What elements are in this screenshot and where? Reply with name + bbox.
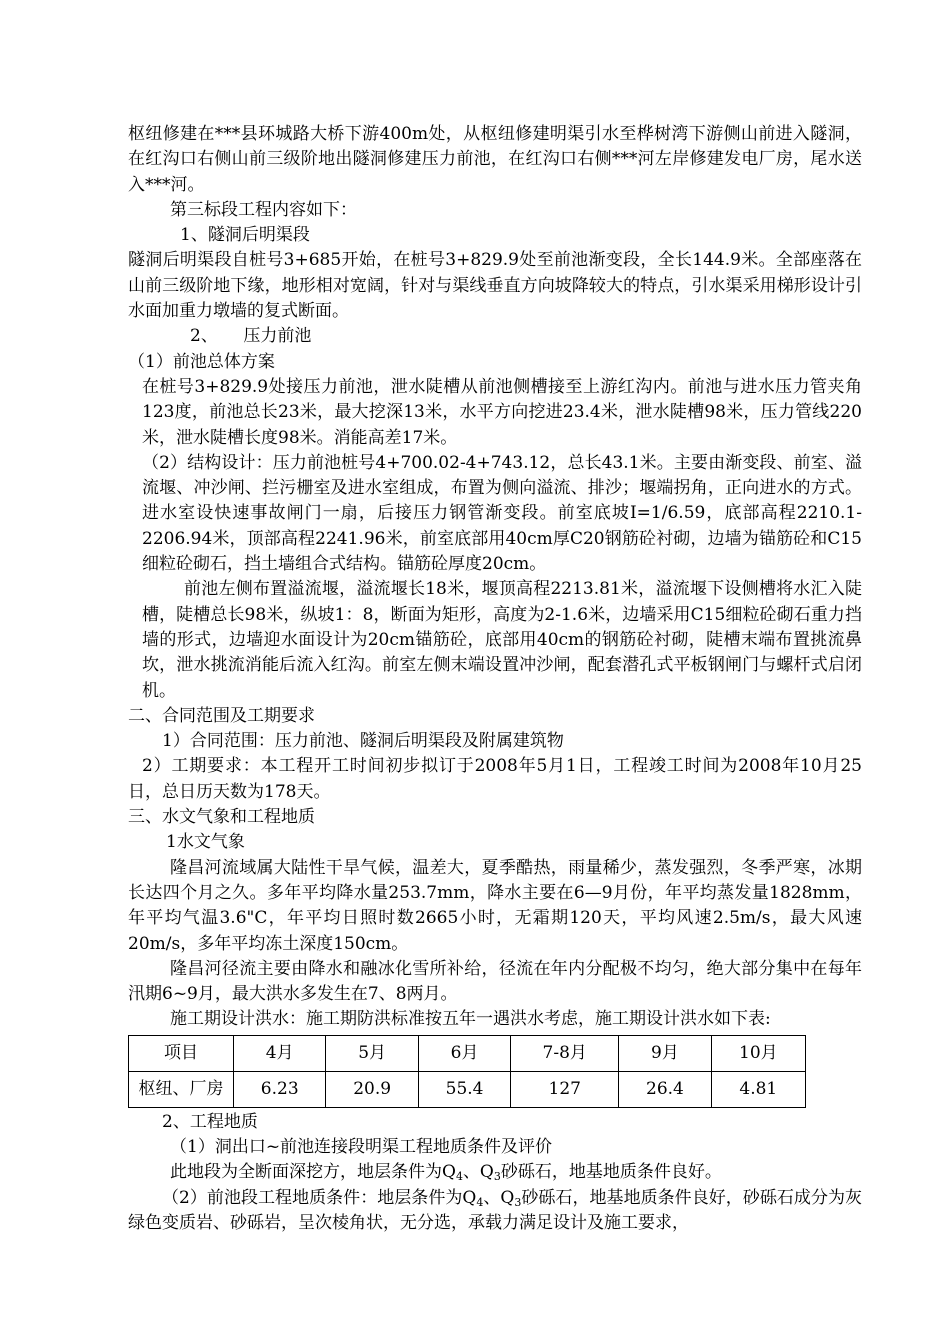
heading-pressure-forebay: 2、 压力前池 [190, 326, 312, 347]
paragraph-tunnel-channel: 隧洞后明渠段自桩号3+685开始，在桩号3+829.9处至前池渐变段，全长144.9米。全部座落在山前三级阶地下缘，地形相对宽阔，针对与渠线垂直方向坡降较大的特点，引水渠采用梯形设计引水面加重力墩墙的复式断面。 [128, 250, 862, 322]
table-header-cell: 9月 [619, 1035, 711, 1071]
table-header-cell: 5月 [326, 1035, 418, 1071]
text-run: 、Q [462, 1162, 494, 1183]
paragraph-forebay-geology [128, 1186, 862, 1237]
table-header-cell: 项目 [129, 1035, 234, 1071]
subscript: 4 [476, 1195, 484, 1209]
table-cell: 枢纽、厂房 [129, 1071, 234, 1107]
text-run: 砂砾石，地基地质条件良好，砂砾石成分为灰绿色变质岩、砂砾岩，呈次棱角状，无分选，承载力满足设计及施工要求， [128, 1187, 863, 1233]
table-cell: 127 [511, 1071, 619, 1107]
heading-hydrology-geology: 三、水文气象和工程地质 [128, 807, 315, 828]
text-run: 此地段为全断面深挖方，地层条件为Q [170, 1162, 456, 1183]
paragraph-outlet-geology [128, 1160, 862, 1185]
subscript: 3 [514, 1195, 522, 1209]
heading-outlet-geology: （1）洞出口~前池连接段明渠工程地质条件及评价 [170, 1136, 553, 1157]
paragraph-runoff: 隆昌河径流主要由降水和融冰化雪所补给，径流在年内分配极不均匀，绝大部分集中在每年汛期6~9月，最大洪水多发生在7、8两月。 [128, 958, 862, 1005]
paragraph-schedule: 2）工期要求：本工程开工时间初步拟订于2008年5月1日，工程竣工时间为2008年10月25日，总日历天数为178天。 [128, 756, 862, 802]
table-header-cell: 6月 [418, 1035, 510, 1071]
paragraph-project-location: 枢纽修建在***县环城路大桥下游400m处，从枢纽修建明渠引水至桦树湾下游侧山前进入隧洞，在红沟口右侧山前三级阶地出隧洞修建压力前池，在红沟口右侧***河左岸修建发电厂房，尾水送入***河。 [128, 124, 862, 195]
paragraph-contract-range: 1）合同范围：压力前池、隧洞后明渠段及附属建筑物 [162, 731, 564, 752]
table-cell: 4.81 [711, 1071, 805, 1107]
paragraph-climate: 隆昌河流域属大陆性干旱气候，温差大，夏季酷热，雨量稀少，蒸发强烈，冬季严寒，冰期长达四个月之久。多年平均降水量253.7mm，降水主要在6—9月份，年平均蒸发量1828mm，年平均气温3.6"C，年平均日照时数2665小时，无霜期120天，平均风速2.5m/s，最大风速20m/s，多年平均冻土深度150cm。 [128, 857, 862, 954]
text-run: （2）前池段工程地质条件：地层条件为Q [162, 1187, 477, 1208]
heading-contract-scope: 二、合同范围及工期要求 [128, 705, 315, 726]
table-cell: 55.4 [418, 1071, 510, 1107]
paragraph-forebay-plan: 在桩号3+829.9处接压力前池，泄水陡槽从前池侧槽接至上游红沟内。前池与进水压力管夹角123度，前池总长23米，最大挖深13米，水平方向挖进23.4米，泄水陡槽98米，压力管线220米，泄水陡槽长度98米。消能高差17米。 [142, 376, 862, 448]
heading-geology: 2、工程地质 [162, 1111, 258, 1132]
paragraph-flood-intro: 施工期设计洪水：施工期防洪标准按五年一遇洪水考虑，施工期设计洪水如下表: [170, 1009, 771, 1030]
paragraph-spillway: 前池左侧布置溢流堰，溢流堰长18米，堰顶高程2213.81米，溢流堰下设侧槽将水汇入陡槽，陡槽总长98米，纵坡1：8，断面为矩形，高度为2-1.6米，边墙采用C15细粒砼砌石重力挡墙的形式，边墙迎水面设计为20cm锚筋砼，底部用40cm的钢筋砼衬砌，陡槽末端布置挑流鼻坎，泄水挑流消能后流入红沟。前室左侧末端设置冲沙闸，配套潜孔式平板钢闸门与螺杆式启闭机。 [142, 579, 862, 701]
flood-table [128, 1035, 806, 1108]
document-body [128, 122, 862, 1236]
heading-tunnel-channel: 1、隧洞后明渠段 [180, 225, 310, 246]
text-run: 砂砾石，地基地质条件良好。 [500, 1162, 722, 1183]
subscript: 4 [455, 1170, 463, 1184]
table-header-cell: 10月 [711, 1035, 805, 1071]
heading-hydrology: 1水文气象 [166, 832, 245, 853]
table-cell: 20.9 [326, 1071, 418, 1107]
heading-forebay-plan: （1）前池总体方案 [128, 351, 275, 372]
text-run: 、Q [483, 1187, 515, 1208]
paragraph-section3-intro: 第三标段工程内容如下： [170, 199, 357, 220]
table-row [129, 1071, 806, 1107]
paragraph-structure-design: （2）结构设计：压力前池桩号4+700.02-4+743.12，总长43.1米。主要由渐变段、前室、溢流堰、冲沙闸、拦污栅室及进水室组成，布置为侧向溢流、排沙；堰端拐角，正向进水的方式。进水室设快速事故闸门一扇，后接压力钢管渐变段。前室底坡I=1/6.59，底部高程2210.1-2206.94米，顶部高程2241.96米，前室底部用40cm厚C20钢筋砼衬砌，边墙为锚筋砼和C15细粒砼砌石，挡土墙组合式结构。锚筋砼厚度20cm。 [142, 452, 862, 575]
table-header-row [129, 1035, 806, 1071]
table-cell: 26.4 [619, 1071, 711, 1107]
table-header-cell: 4月 [234, 1035, 326, 1071]
table-cell: 6.23 [234, 1071, 326, 1107]
subscript: 3 [493, 1170, 501, 1184]
table-header-cell: 7-8月 [511, 1035, 619, 1071]
